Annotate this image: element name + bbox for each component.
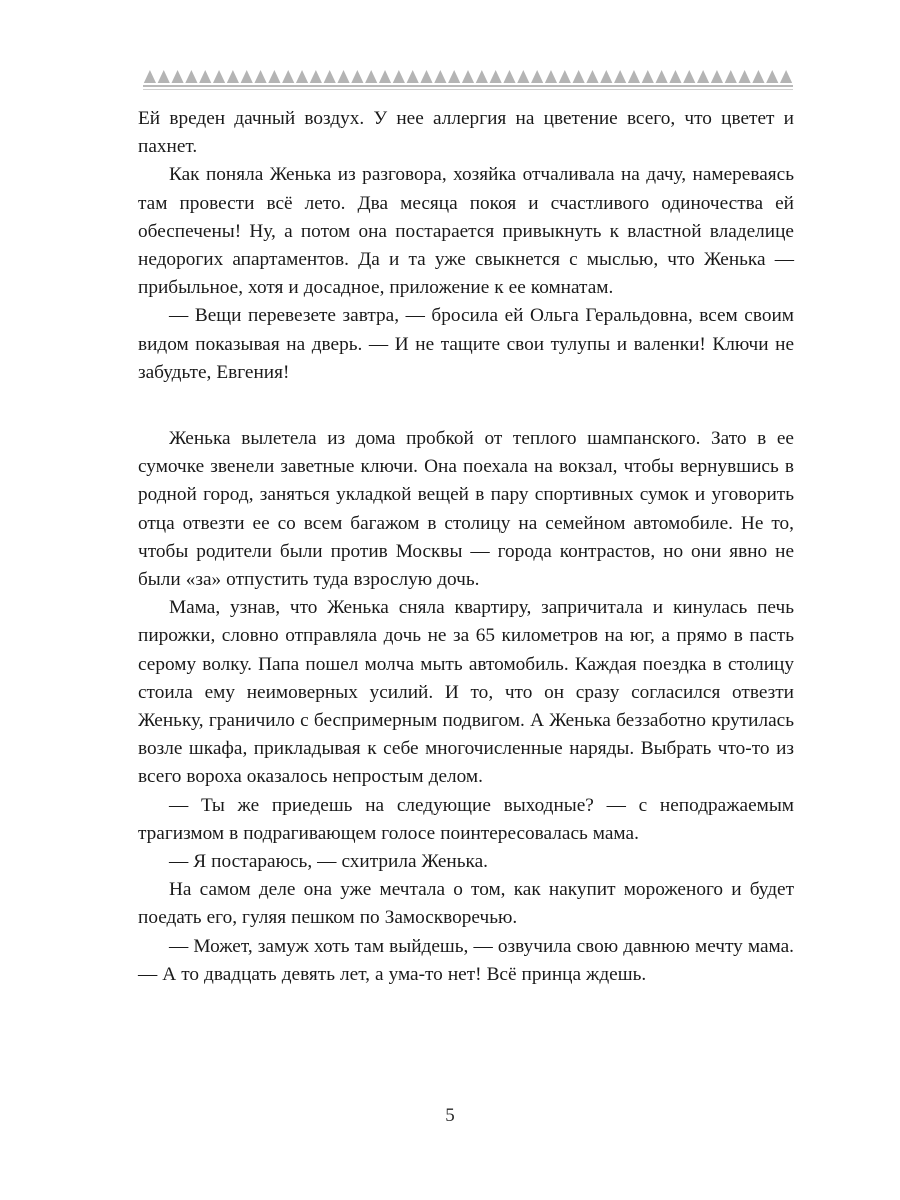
text-block-second <box>138 425 794 989</box>
triangle-band-divider <box>143 70 793 92</box>
paragraph: Ей вреден дачный воздух. У нее аллергия на цветение всего, что цветет и пахнет. <box>138 108 794 158</box>
paragraph: Женька вылетела из дома пробкой от теплого шампанского. Зато в ее сумочке звенели заветные ключи. Она поехала на вокзал, чтобы вернувшись в родной город, заняться укладкой вещей в пару спортивных сумок и уговорить отца отвезти ее со всем багажом в столицу на семейном автомобиле. Не то, чтобы родители были против Москвы — города контрастов, но они явно не были «за» отпустить туда взрослую дочь. <box>138 428 794 591</box>
paragraph-dialogue: — Вещи перевезете завтра, — бросила ей Ольга Геральдовна, всем своим видом показывая на дверь. — И не тащите свои тулупы и валенки! Ключи не забудьте, Евгения! <box>138 305 794 383</box>
ornament-rule-primary <box>143 85 793 87</box>
body-text-column <box>138 105 794 989</box>
paragraph-dialogue: — Я постараюсь, — схитрила Женька. <box>169 851 488 873</box>
paragraph-dialogue: — Может, замуж хоть там выйдешь, — озвучила свою давнюю мечту мама. — А то двадцать девять лет, а ума-то нет! Всё принца ждешь. <box>138 935 794 985</box>
triangle-row-icon <box>143 70 793 84</box>
paragraph-dialogue: — Ты же приедешь на следующие выходные? — с неподражаемым трагизмом в подрагивающем голосе поинтересовалась мама. <box>138 794 794 844</box>
text-block-first <box>138 105 794 387</box>
section-break-spacer <box>138 387 794 425</box>
page-number: 5 <box>445 1105 455 1126</box>
paragraph: На самом деле она уже мечтала о том, как накупит мороженого и будет поедать его, гуляя пешком по Замоскворечью. <box>138 879 794 929</box>
paragraph: Мама, узнав, что Женька сняла квартиру, запричитала и кинулась печь пирожки, словно отправляла дочь не за 65 километров на юг, а прямо в пасть серому волку. Папа пошел молча мыть автомобиль. Каждая поездка в столицу стоила ему неимоверных усилий. И то, что он сразу согласился отвезти Женьку, граничило с беспримерным подвигом. А Женька беззаботно крутилась возле шкафа, прикладывая к себе многочисленные наряды. Выбрать что-то из всего вороха оказалось непростым делом. <box>138 597 794 788</box>
paragraph: Как поняла Женька из разговора, хозяйка отчаливала на дачу, намереваясь там провести всё лето. Два месяца покоя и счастливого одиночества ей обеспечены! Ну, а потом она постарается привыкнуть к властной владелице недорогих апартаментов. Да и та уже свыкнется с мыслью, что Женька — прибыльное, хотя и досадное, приложение к ее комнатам. <box>138 164 794 299</box>
ornament-rule-secondary <box>143 89 793 90</box>
